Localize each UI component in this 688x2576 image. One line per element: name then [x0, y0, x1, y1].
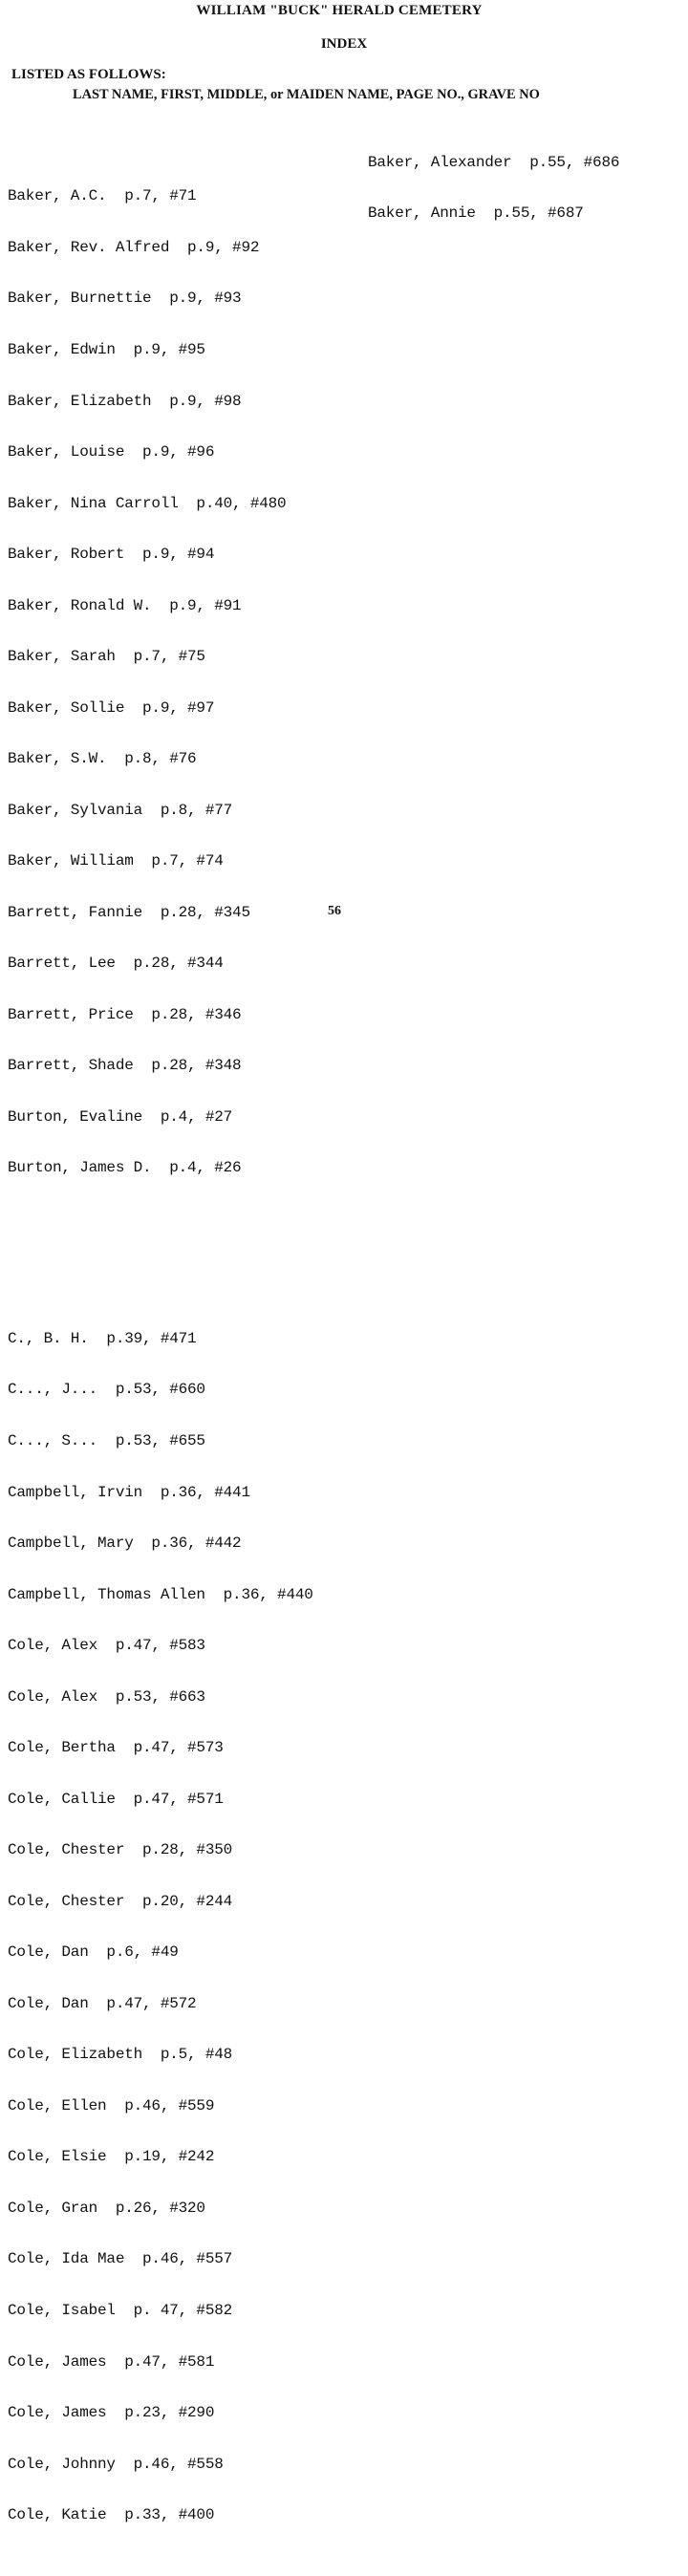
- index-entry: Baker, Alexander p.55, #686: [368, 153, 620, 171]
- index-entry: C..., S... p.53, #655: [8, 1431, 205, 1449]
- index-entry: Burton, Evaline p.4, #27: [8, 1107, 233, 1126]
- index-entry: C., B. H. p.39, #471: [8, 1329, 197, 1347]
- index-entry: Barrett, Price p.28, #346: [8, 1005, 242, 1023]
- index-entry: Baker, Robert p.9, #94: [8, 546, 215, 564]
- listed-as-label: LISTED AS FOLLOWS:: [11, 67, 166, 82]
- index-entry: Baker, Sarah p.7, #75: [8, 648, 205, 666]
- index-entry: Baker, Ronald W. p.9, #91: [8, 596, 242, 614]
- index-entry: Cole, James p.47, #581: [8, 2352, 215, 2371]
- index-entry: Cole, Chester p.20, #244: [8, 1892, 233, 1910]
- index-entry: Cole, Isabel p. 47, #582: [8, 2302, 233, 2319]
- index-entry: Cole, Gran p.26, #320: [8, 2199, 205, 2217]
- index-entry: Barrett, Fannie p.28, #345: [8, 903, 250, 921]
- index-entry: Campbell, Thomas Allen p.36, #440: [8, 1585, 313, 1603]
- index-entry: Barrett, Lee p.28, #344: [8, 955, 224, 973]
- index-entry: Baker, Annie p.55, #687: [368, 204, 584, 223]
- index-entry: Baker, Edwin p.9, #95: [8, 340, 205, 358]
- index-entry: Baker, S.W. p.8, #76: [8, 750, 197, 768]
- index-entry: Burton, James D. p.4, #26: [8, 1159, 242, 1177]
- document-title: WILLIAM "BUCK" HERALD CEMETERY: [196, 3, 483, 18]
- index-entry: Cole, Ida Mae p.46, #557: [8, 2250, 233, 2268]
- index-entry: Baker, Sollie p.9, #97: [8, 698, 215, 717]
- index-entry: Cole, Ellen p.46, #559: [8, 2096, 215, 2114]
- index-entry: Baker, Sylvania p.8, #77: [8, 801, 233, 819]
- index-entry: Baker, Elizabeth p.9, #98: [8, 392, 242, 410]
- index-entry: Cole, Katie p.33, #400: [8, 2506, 215, 2524]
- index-group-c: [8, 1297, 313, 2558]
- index-entry: Cole, Callie p.47, #571: [8, 1790, 224, 1808]
- index-entry: Cole, Johnny p.46, #558: [8, 2455, 224, 2473]
- index-entry: Baker, Louise p.9, #96: [8, 443, 215, 462]
- index-entry: Campbell, Mary p.36, #442: [8, 1535, 242, 1553]
- group-spacer: [8, 1246, 313, 1263]
- index-entry: Cole, Chester p.28, #350: [8, 1841, 233, 1859]
- index-entry: Cole, Elsie p.19, #242: [8, 2148, 215, 2166]
- index-heading: INDEX: [320, 36, 368, 52]
- index-entry: Cole, Alex p.53, #663: [8, 1687, 205, 1706]
- index-entry: Barrett, Shade p.28, #348: [8, 1057, 242, 1075]
- index-right-column: [368, 120, 619, 240]
- index-entry: Cole, Dan p.6, #49: [8, 1943, 179, 1962]
- index-left-column: [8, 120, 313, 2576]
- index-entry: Baker, A.C. p.7, #71: [8, 187, 197, 205]
- index-entry: Baker, Rev. Alfred p.9, #92: [8, 238, 260, 256]
- index-entry: Campbell, Irvin p.36, #441: [8, 1483, 250, 1501]
- index-entry: Cole, James p.23, #290: [8, 2404, 215, 2422]
- index-entry: Baker, Nina Carroll p.40, #480: [8, 494, 287, 512]
- index-group-b: [8, 155, 313, 1212]
- index-entry: Cole, Elizabeth p.5, #48: [8, 2046, 233, 2064]
- index-entry: C..., J... p.53, #660: [8, 1381, 205, 1399]
- index-entry: Baker, Burnettie p.9, #93: [8, 290, 242, 308]
- page-number: 56: [328, 904, 341, 918]
- index-entry: Cole, Alex p.47, #583: [8, 1637, 205, 1655]
- format-description: LAST NAME, FIRST, MIDDLE, or MAIDEN NAME, PAGE NO., GRAVE NO: [73, 87, 540, 102]
- index-entry: Cole, Bertha p.47, #573: [8, 1739, 224, 1757]
- index-entry: Cole, Dan p.47, #572: [8, 1994, 197, 2012]
- index-entry: Baker, William p.7, #74: [8, 852, 224, 870]
